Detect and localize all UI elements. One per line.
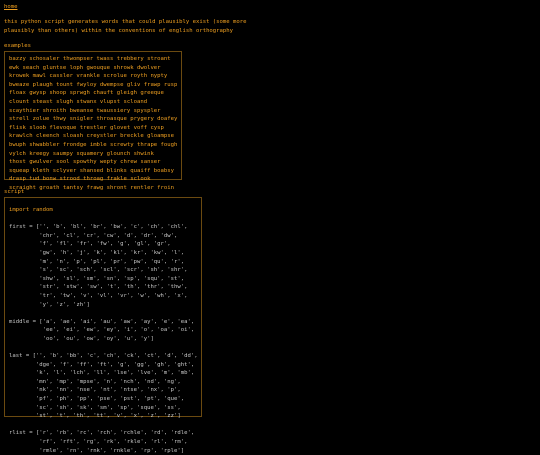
script-heading: script	[4, 189, 25, 195]
code-body: first = ['', 'b', 'bl', 'br', 'bw', 'c', 'ch', 'chl', 'chr', 'cl', 'cr', 'cw', 'd', 'dr', 'dw', 'f', 'fl', 'fr', 'fw', 'g', 'gl', 'gr', 'gw', 'h', 'j', 'k', 'kl', 'kr', 'kw', 'l', 'm', 'n', 'p', 'pl', 'pr', 'pw', 'qu', 'r', 's', 'sc', 'sch', 'scl', 'scr', 'sh', 'shr', 'shw', 'sl', 'sm', 'sn', 'sp', 'squ', 'st', 'str', 'stw', 'sw', 't', 'th', 'thr', 'thw', 'tr', 'tw', 'v', 'vl', 'vr', 'w', 'wh', 'x', 'y', 'z', 'zh'] middle = ['a', 'ae', 'ai', 'au', 'aw', 'ay', 'e', 'ea', 'ee', 'ei', 'ew', 'ey', 'i', 'o', 'oa', 'oi', 'oo', 'ou', 'ow', 'oy', 'u', 'y'] last = ['', 'b', 'bb', 'c', 'ch', 'ck', 'ct', 'd', 'dd', 'dge', 'f', 'ff', 'ft', 'g', 'gg', 'gh', 'ght', 'k', 'l', 'lch', 'll', 'lse', 'lve', 'm', 'mb', 'mn', 'mp', 'mpse', 'n', 'nch', 'nd', 'ng', 'nk', 'nn', 'nse', 'nt', 'ntse', 'nx', 'p', 'pf', 'ph', 'pp', 'pse', 'pst', 'pt', 'que', 'sc', 'sh', 'sk', 'sm', 'sp', 'sque', 'ss', 'st', 't', 'th', 'tt', 'v', 'x', 'z', 'zz'] rlist = ['r', 'rb', 'rc', 'rch', 'rchle', 'rd', 'rdle', 'rf', 'rft', 'rg', 'rk', 'rkle', 'rl', 'rm', 'rmle', 'rn', 'rnk', 'rnkle', 'rp', 'rple']	[9, 224, 198, 454]
examples-heading: examples	[4, 43, 31, 49]
examples-box: bazzy schosaler thwompser twass trebbery stroant ewk seach gluntse loph gwouque shrowk dwolver krowek mawl cassler vrankle scrolue royth nypty bweaze plaugh tount fwyloy dwempse gliv frawp rusp floax gwysp shoop sprwgh chauft gleigh greeque clount steast slugh stwanx vlupst scloand scaythier shroith bweanse twaussiery spyspler strell zolue thwy snigler throasque prygery doafey flisk sloob flevoque trestler glovet voff cysp krawlch cleench sloash creystler breckle gloampse bwuph shwabbler frondge imble screwty thrape fough vylch kreegy saumpy squamery glounch shwink thost gwulver sool spowthy wepty chrew sanser squeap kleth sclyver shansed blinks quaiff boabsy drasp tud bonw strood throag frakle sclook scraight groath tantsy frawg shront rentler froin	[4, 51, 182, 180]
description-text: this python script generates words that could plausibly exist (some more plausibly than others) within the conventions of english orthography	[4, 19, 247, 34]
home-link[interactable]: home	[4, 4, 18, 10]
code-import-line: import random	[9, 207, 53, 213]
code-block	[4, 197, 202, 454]
